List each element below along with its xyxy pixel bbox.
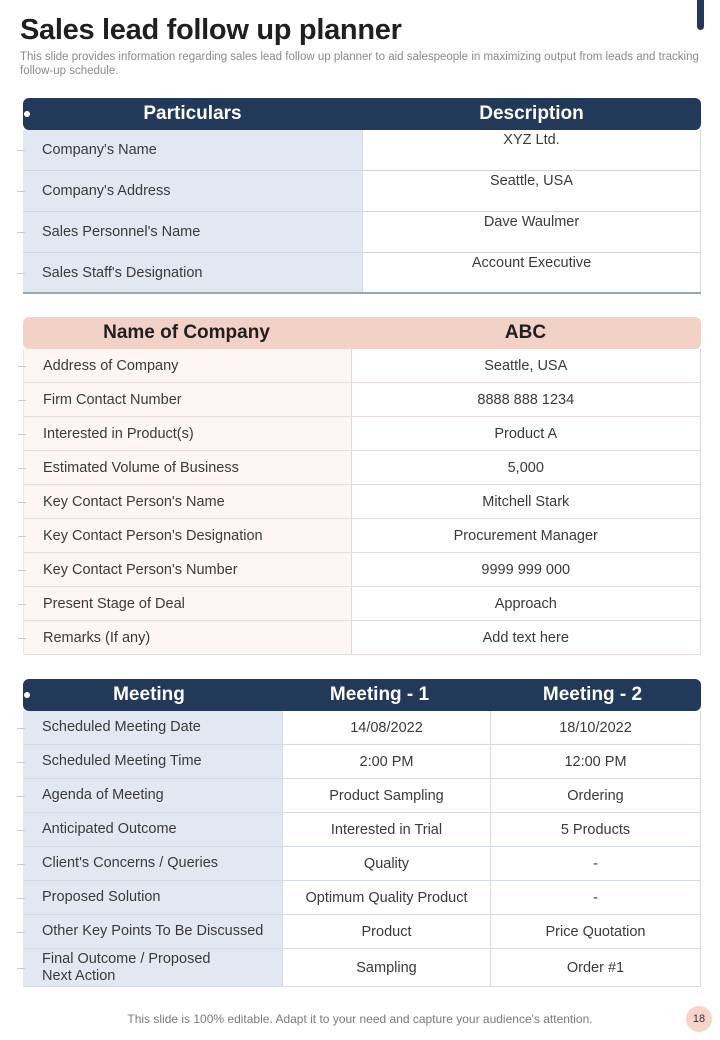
page-title: Sales lead follow up planner xyxy=(20,14,402,46)
row-marker-icon xyxy=(18,468,26,469)
meeting-1-value: Quality xyxy=(282,847,490,880)
meeting-1-value: Product xyxy=(282,915,490,948)
row-marker-icon xyxy=(17,191,25,192)
row-value: Dave Waulmer xyxy=(362,212,701,252)
row-label: Remarks (If any) xyxy=(24,621,351,654)
row-label: Client's Concerns / Queries xyxy=(23,847,282,880)
meeting-2-value: - xyxy=(490,881,701,914)
table-row xyxy=(23,779,701,813)
row-label: Anticipated Outcome xyxy=(23,813,282,846)
bullet-dot-icon xyxy=(24,692,30,698)
row-marker-icon xyxy=(17,932,25,933)
meeting-2-value: 12:00 PM xyxy=(490,745,701,778)
row-label-line-2: Next Action xyxy=(42,967,116,984)
row-label: Proposed Solution xyxy=(23,881,282,914)
table-row xyxy=(23,485,701,519)
table-row xyxy=(23,349,701,383)
row-value: Product A xyxy=(351,417,701,450)
table-header xyxy=(23,98,701,130)
table-row xyxy=(23,949,701,987)
row-marker-icon xyxy=(18,400,26,401)
row-label: Company's Name xyxy=(23,130,362,170)
row-label: Other Key Points To Be Discussed xyxy=(23,915,282,948)
row-value: Seattle, USA xyxy=(351,349,701,382)
row-label: Scheduled Meeting Date xyxy=(23,711,282,744)
table-row xyxy=(23,451,701,485)
table-header xyxy=(23,679,701,711)
row-label xyxy=(23,949,282,986)
header-particulars: Particulars xyxy=(143,103,242,124)
row-marker-icon xyxy=(17,150,25,151)
header-name-of-company: Name of Company xyxy=(103,322,270,343)
meeting-table xyxy=(23,679,701,987)
meeting-1-value: 2:00 PM xyxy=(282,745,490,778)
meeting-2-value: 5 Products xyxy=(490,813,701,846)
row-label: Firm Contact Number xyxy=(24,383,351,416)
row-marker-icon xyxy=(17,796,25,797)
row-label: Agenda of Meeting xyxy=(23,779,282,812)
company-table xyxy=(23,317,701,655)
meeting-1-value: Sampling xyxy=(282,949,490,986)
table-row xyxy=(23,813,701,847)
table-row xyxy=(23,130,701,171)
meeting-2-value: Ordering xyxy=(490,779,701,812)
row-marker-icon xyxy=(18,638,26,639)
row-label: Estimated Volume of Business xyxy=(24,451,351,484)
header-company-value: ABC xyxy=(504,322,547,343)
row-marker-icon xyxy=(18,604,26,605)
table-row xyxy=(23,587,701,621)
row-value: 9999 999 000 xyxy=(351,553,701,586)
table-row xyxy=(23,745,701,779)
row-value: Procurement Manager xyxy=(351,519,701,552)
row-marker-icon xyxy=(18,536,26,537)
row-marker-icon xyxy=(17,232,25,233)
header-meeting-2: Meeting - 2 xyxy=(542,684,643,705)
table-row xyxy=(23,915,701,949)
meeting-2-value: Order #1 xyxy=(490,949,701,986)
bullet-dot-icon xyxy=(24,111,30,117)
meeting-2-value: - xyxy=(490,847,701,880)
table-row xyxy=(23,519,701,553)
meeting-1-value: Optimum Quality Product xyxy=(282,881,490,914)
table-row xyxy=(23,383,701,417)
row-value: 8888 888 1234 xyxy=(351,383,701,416)
header-meeting: Meeting xyxy=(113,684,185,705)
row-marker-icon xyxy=(18,366,26,367)
row-label: Key Contact Person's Name xyxy=(24,485,351,518)
footer-note: This slide is 100% editable. Adapt it to your need and capture your audience's attention. xyxy=(127,1012,593,1026)
table-row xyxy=(23,212,701,253)
row-label: Key Contact Person's Designation xyxy=(24,519,351,552)
table-row xyxy=(23,621,701,655)
row-label: Scheduled Meeting Time xyxy=(23,745,282,778)
row-value: Mitchell Stark xyxy=(351,485,701,518)
row-label-line-1: Final Outcome / Proposed xyxy=(42,950,211,967)
row-marker-icon xyxy=(17,830,25,831)
row-label: Present Stage of Deal xyxy=(24,587,351,620)
meeting-2-value: 18/10/2022 xyxy=(490,711,701,744)
row-marker-icon xyxy=(17,728,25,729)
row-label: Company's Address xyxy=(23,171,362,211)
top-accent-bar xyxy=(697,0,704,30)
row-label: Key Contact Person's Number xyxy=(24,553,351,586)
table-row xyxy=(23,171,701,212)
row-marker-icon xyxy=(17,762,25,763)
table-row xyxy=(23,553,701,587)
row-value: XYZ Ltd. xyxy=(362,130,701,170)
row-value: Approach xyxy=(351,587,701,620)
row-marker-icon xyxy=(18,570,26,571)
row-value: 5,000 xyxy=(351,451,701,484)
meeting-1-value: Interested in Trial xyxy=(282,813,490,846)
table-row xyxy=(23,253,701,294)
row-marker-icon xyxy=(18,434,26,435)
table-row xyxy=(23,881,701,915)
row-label: Interested in Product(s) xyxy=(24,417,351,450)
row-label: Sales Staff's Designation xyxy=(23,253,362,292)
table-row xyxy=(23,847,701,881)
meeting-2-value: Price Quotation xyxy=(490,915,701,948)
header-description: Description xyxy=(479,103,584,124)
table-row xyxy=(23,417,701,451)
row-marker-icon xyxy=(18,502,26,503)
row-marker-icon xyxy=(17,898,25,899)
meeting-1-value: 14/08/2022 xyxy=(282,711,490,744)
row-value: Seattle, USA xyxy=(362,171,701,211)
row-label: Sales Personnel's Name xyxy=(23,212,362,252)
table-row xyxy=(23,711,701,745)
row-marker-icon xyxy=(17,864,25,865)
row-label: Address of Company xyxy=(24,349,351,382)
particulars-table xyxy=(23,98,701,294)
row-marker-icon xyxy=(17,968,25,969)
page-number-badge: 18 xyxy=(686,1006,712,1032)
row-value: Account Executive xyxy=(362,253,701,292)
table-header xyxy=(23,317,701,349)
page-subtitle: This slide provides information regarding sales lead follow up planner to aid salespeople in maximizing output from leads and tracking follow-up schedule. xyxy=(20,51,699,77)
row-marker-icon xyxy=(17,273,25,274)
meeting-1-value: Product Sampling xyxy=(282,779,490,812)
header-meeting-1: Meeting - 1 xyxy=(329,684,430,705)
row-value: Add text here xyxy=(351,621,701,654)
